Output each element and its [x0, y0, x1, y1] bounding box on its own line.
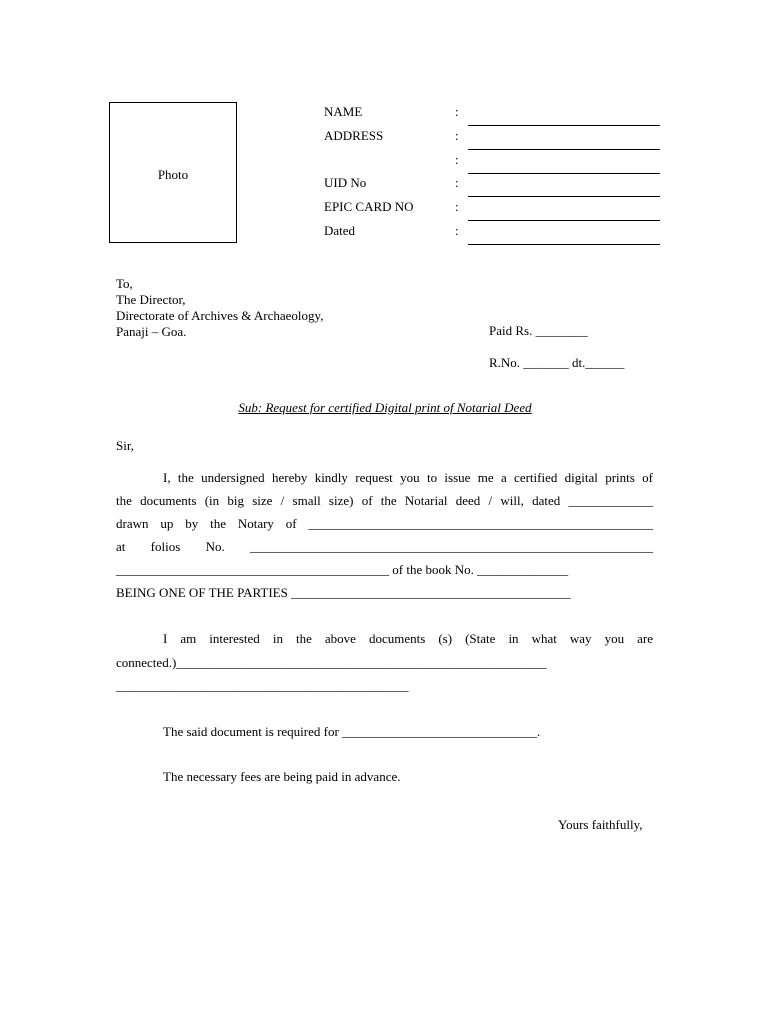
dated-colon: : — [455, 223, 459, 238]
address-colon-2: : — [455, 152, 459, 167]
address-line-2: Directorate of Archives & Archaeology, — [116, 308, 324, 323]
name-label: NAME — [324, 104, 363, 119]
salutation: Sir, — [116, 438, 134, 453]
closing: Yours faithfully, — [558, 817, 643, 832]
body-p4: The necessary fees are being paid in advance. — [163, 769, 401, 784]
body-p2-line-1: I am interested in the above documents (s) (State in what way you are — [163, 631, 653, 646]
recipient-address — [116, 276, 323, 340]
body-p2-line-2: connected.)_________________________________________________________ — [116, 655, 547, 670]
address-field-2[interactable] — [468, 173, 660, 174]
uid-colon: : — [455, 175, 459, 190]
uid-field[interactable] — [468, 196, 660, 197]
receipt-number: R.No. _______ dt.______ — [489, 355, 625, 370]
epic-card-label: EPIC CARD NO — [324, 199, 414, 214]
uid-label: UID No — [324, 175, 367, 190]
dated-label: Dated — [324, 223, 356, 238]
address-field-1[interactable] — [468, 149, 660, 150]
body-p1-line-4: at folios No. ______________________________________________________________ — [116, 539, 653, 554]
address-to: To, — [116, 276, 133, 291]
body-p1-line-3: drawn up by the Notary of _____________________________________________________ — [116, 516, 653, 531]
dated-field[interactable] — [468, 244, 660, 245]
name-field[interactable] — [468, 125, 660, 126]
address-line-1: The Director, — [116, 292, 186, 307]
name-colon: : — [455, 104, 459, 119]
subject-line: Sub: Request for certified Digital print of Notarial Deed — [238, 400, 532, 415]
address-line-3: Panaji – Goa. — [116, 324, 187, 339]
body-p3: The said document is required for ______________________________. — [163, 724, 541, 739]
body-p1-line-6: BEING ONE OF THE PARTIES ___________________________________________ — [116, 585, 571, 600]
epic-card-colon: : — [455, 199, 459, 214]
address-colon: : — [455, 128, 459, 143]
body-p1-line-1: I, the undersigned hereby kindly request you to issue me a certified digital prints of — [163, 470, 653, 485]
address-label: ADDRESS — [324, 128, 384, 143]
photo-label: Photo — [157, 167, 189, 182]
body-p1-line-2: the documents (in big size / small size) of the Notarial deed / will, dated _____________ — [116, 493, 653, 508]
paid-amount: Paid Rs. ________ — [489, 323, 588, 338]
photo-box — [109, 102, 237, 243]
body-p1-line-5: __________________________________________ of the book No. ______________ — [116, 562, 569, 577]
epic-card-field[interactable] — [468, 220, 660, 221]
body-p2-line-3: _____________________________________________ — [116, 678, 409, 693]
